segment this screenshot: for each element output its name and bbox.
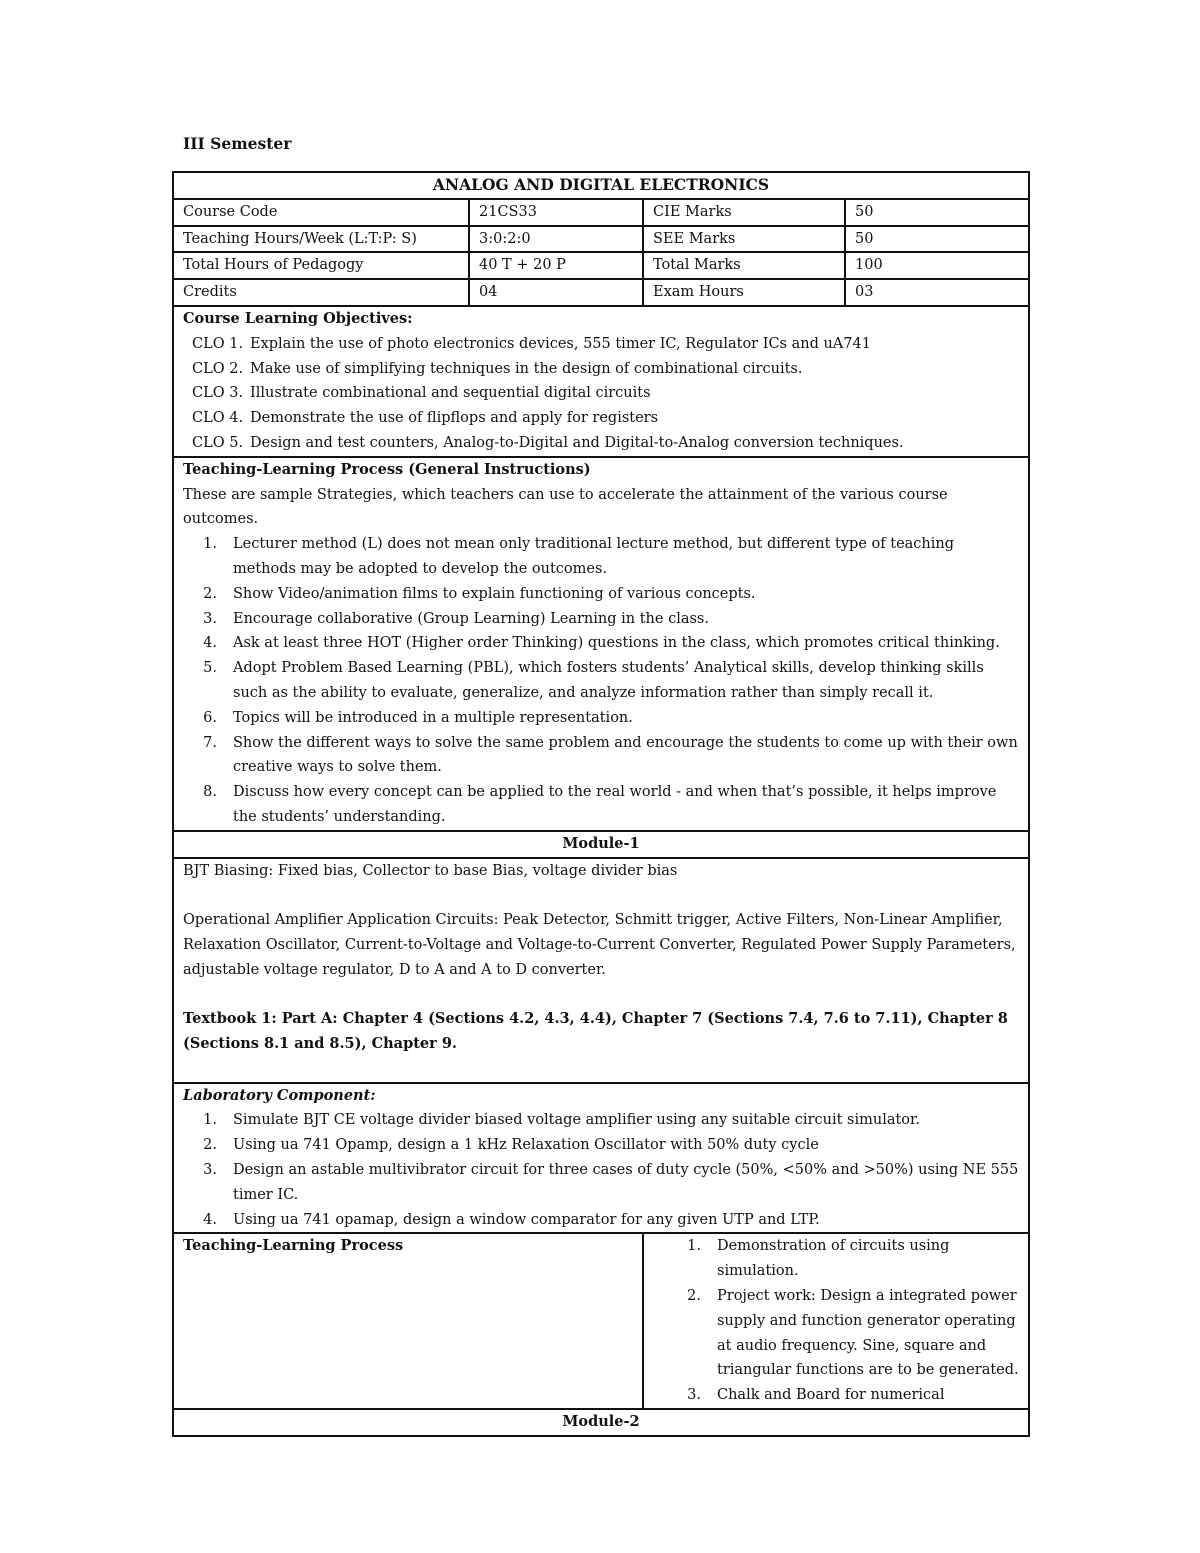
clo-number: CLO 1.	[192, 335, 244, 352]
clo-text: Design and test counters, Analog-to-Digital and Digital-to-Analog conversion techniques.	[250, 434, 904, 451]
module-1-textbook: Textbook 1: Part A: Chapter 4 (Sections 4.2, 4.3, 4.4), Chapter 7 (Sections 7.4, 7.6 to 7.11), Chapter 8 (Sections 8.1 and 8.5), Chapter 9.	[183, 1010, 1008, 1053]
list-item	[183, 1133, 1019, 1158]
list-item	[653, 1284, 1019, 1383]
item-text: Adopt Problem Based Learning (PBL), which fosters students’ Analytical skills, develop thinking skills such as the ability to evaluate, generalize, and analyze information rather than simply recall it.	[233, 660, 984, 701]
clo-item	[183, 406, 1019, 431]
item-text: Project work: Design a integrated power supply and function generator operating at audio frequency. Sine, square and triangular functions are to be generated.	[717, 1288, 1019, 1379]
course-info-row	[173, 199, 1029, 226]
info-key: SEE Marks	[643, 226, 845, 253]
info-value: 21CS33	[469, 199, 643, 226]
teaching-general-list	[183, 532, 1019, 830]
course-info-row	[173, 252, 1029, 279]
item-text: Topics will be introduced in a multiple representation.	[233, 709, 633, 726]
clo-number: CLO 2.	[192, 360, 244, 377]
item-text: Lecturer method (L) does not mean only traditional lecture method, but different type of teaching methods may be adopted to develop the outcomes.	[233, 536, 955, 577]
objectives-section	[173, 306, 1029, 457]
item-number: 3.	[203, 1162, 217, 1179]
course-info-row	[173, 226, 1029, 253]
item-number: 6.	[203, 709, 217, 726]
info-key: Credits	[173, 279, 469, 306]
list-item	[653, 1383, 1019, 1408]
lab-component-list	[183, 1108, 1019, 1232]
course-table	[172, 171, 1030, 1437]
item-text: Encourage collaborative (Group Learning) Learning in the class.	[233, 610, 709, 627]
clo-text: Demonstrate the use of flipflops and apply for registers	[250, 410, 659, 427]
module-1-topic-bjt: BJT Biasing: Fixed bias, Collector to base Bias, voltage divider bias	[183, 862, 678, 879]
item-text: Discuss how every concept can be applied to the real world - and when that’s possible, it helps improve the students’ understanding.	[233, 784, 997, 825]
info-key: Course Code	[173, 199, 469, 226]
module-1-heading: Module-1	[173, 831, 1029, 858]
item-text: Using ua 741 opamap, design a window comparator for any given UTP and LTP.	[233, 1211, 820, 1228]
info-value: 40 T + 20 P	[469, 252, 643, 279]
info-value: 100	[845, 252, 1029, 279]
item-number: 3.	[203, 610, 217, 627]
module-2-heading: Module-2	[173, 1409, 1029, 1436]
clo-item	[183, 357, 1019, 382]
objectives-heading: Course Learning Objectives:	[183, 309, 413, 327]
clo-text: Explain the use of photo electronics devices, 555 timer IC, Regulator ICs and uA741	[250, 335, 871, 352]
info-value: 03	[845, 279, 1029, 306]
list-item	[183, 607, 1019, 632]
course-title: ANALOG AND DIGITAL ELECTRONICS	[173, 172, 1029, 199]
item-number: 2.	[687, 1288, 701, 1305]
clo-number: CLO 4.	[192, 410, 244, 427]
list-item	[183, 1158, 1019, 1208]
item-number: 2.	[203, 1137, 217, 1154]
list-item	[183, 706, 1019, 731]
item-number: 5.	[203, 660, 217, 677]
list-item	[183, 631, 1019, 656]
item-text: Show the different ways to solve the same problem and encourage the students to come up with their own creative ways to solve them.	[233, 734, 1018, 776]
info-value: 04	[469, 279, 643, 306]
list-item	[183, 731, 1019, 781]
clo-item	[183, 431, 1019, 456]
item-text: Chalk and Board for numerical	[717, 1387, 945, 1404]
lab-component-heading: Laboratory Component:	[183, 1086, 376, 1104]
clo-number: CLO 3.	[192, 385, 244, 402]
info-value: 3:0:2:0	[469, 226, 643, 253]
lab-component-section	[173, 1083, 1029, 1234]
item-number: 3.	[687, 1387, 701, 1404]
list-item	[653, 1234, 1019, 1284]
clo-text: Make use of simplifying techniques in the design of combinational circuits.	[250, 360, 803, 377]
teaching-learning-process-list	[653, 1234, 1019, 1408]
course-info-row	[173, 279, 1029, 306]
list-item	[183, 780, 1019, 830]
item-text: Show Video/animation films to explain functioning of various concepts.	[233, 585, 756, 602]
teaching-learning-process-label: Teaching-Learning Process	[173, 1233, 643, 1409]
list-item	[183, 656, 1019, 706]
list-item	[183, 1208, 1019, 1233]
item-number: 7.	[203, 734, 217, 751]
item-number: 8.	[203, 784, 217, 801]
item-text: Using ua 741 Opamp, design a 1 kHz Relaxation Oscillator with 50% duty cycle	[233, 1137, 819, 1154]
item-number: 4.	[203, 1211, 217, 1228]
info-key: Total Hours of Pedagogy	[173, 252, 469, 279]
item-text: Design an astable multivibrator circuit for three cases of duty cycle (50%, <50% and >50%) using NE 555 timer IC.	[233, 1162, 1019, 1203]
list-item	[183, 582, 1019, 607]
teaching-general-intro: These are sample Strategies, which teachers can use to accelerate the attainment of the various course outcomes.	[183, 486, 948, 528]
info-key: Exam Hours	[643, 279, 845, 306]
info-key: Teaching Hours/Week (L:T:P: S)	[173, 226, 469, 253]
item-text: Ask at least three HOT (Higher order Thinking) questions in the class, which promotes critical thinking.	[233, 635, 1000, 652]
item-number: 2.	[203, 585, 217, 602]
clo-item	[183, 332, 1019, 357]
item-number: 1.	[687, 1238, 701, 1255]
item-number: 4.	[203, 635, 217, 652]
info-key: CIE Marks	[643, 199, 845, 226]
teaching-learning-process-content	[643, 1233, 1029, 1409]
semester-label: III Semester	[183, 134, 292, 153]
teaching-general-section	[173, 457, 1029, 831]
info-key: Total Marks	[643, 252, 845, 279]
teaching-general-heading: Teaching-Learning Process (General Instructions)	[183, 460, 591, 478]
list-item	[183, 1108, 1019, 1133]
clo-item	[183, 381, 1019, 406]
module-1-topic-opamp: Operational Amplifier Application Circuits: Peak Detector, Schmitt trigger, Active Filters, Non-Linear Amplifier, Relaxation Oscillator, Current-to-Voltage and Voltage-to-Current Converter, Regulated Power Supply Parameters, adjustable voltage regulator, D to A and A to D converter.	[183, 912, 1016, 978]
info-value: 50	[845, 226, 1029, 253]
clo-number: CLO 5.	[192, 434, 244, 451]
item-number: 1.	[203, 536, 217, 553]
item-number: 1.	[203, 1112, 217, 1129]
item-text: Demonstration of circuits using simulation.	[717, 1238, 950, 1280]
list-item	[183, 532, 1019, 582]
item-text: Simulate BJT CE voltage divider biased voltage amplifier using any suitable circuit simulator.	[233, 1112, 920, 1129]
module-1-content	[173, 858, 1029, 1083]
info-value: 50	[845, 199, 1029, 226]
clo-text: Illustrate combinational and sequential digital circuits	[250, 385, 651, 402]
